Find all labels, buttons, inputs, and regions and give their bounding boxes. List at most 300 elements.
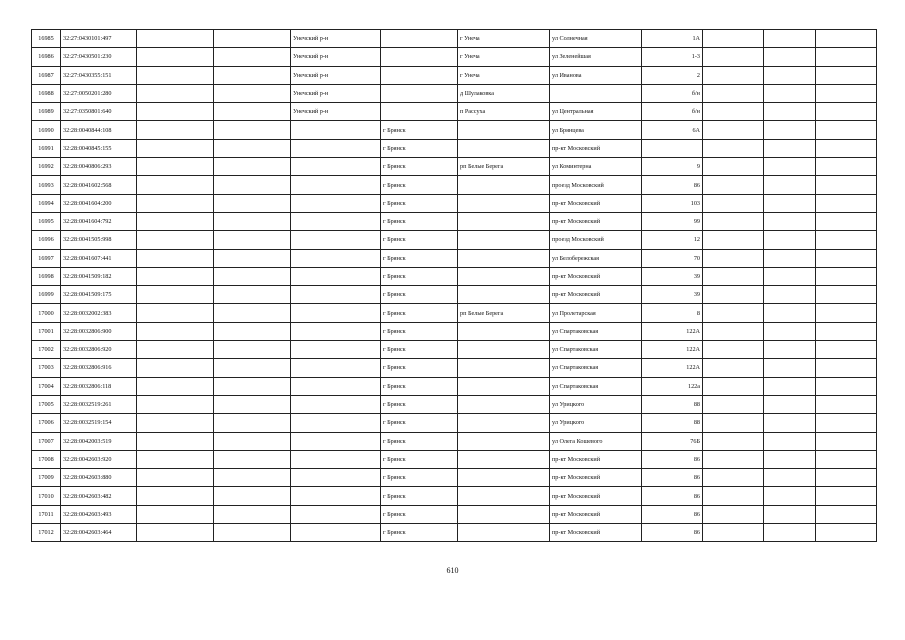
locality-cell — [458, 121, 550, 139]
district-cell — [291, 304, 381, 322]
empty-cell — [137, 48, 214, 66]
house-number-cell: 6А — [642, 121, 703, 139]
empty-cell — [764, 450, 816, 468]
row-number-cell: 17011 — [32, 505, 61, 523]
locality-cell — [458, 432, 550, 450]
empty-cell — [137, 432, 214, 450]
city-cell: г Брянск — [381, 469, 458, 487]
table-row — [32, 30, 877, 48]
house-number-cell: 122А — [642, 359, 703, 377]
row-number-cell: 16992 — [32, 158, 61, 176]
locality-cell — [458, 469, 550, 487]
empty-cell — [137, 139, 214, 157]
table-row — [32, 395, 877, 413]
street-cell: ул Пролетарская — [550, 304, 642, 322]
empty-cell — [214, 359, 291, 377]
empty-cell — [214, 487, 291, 505]
empty-cell — [137, 359, 214, 377]
street-cell: пр-кт Московский — [550, 139, 642, 157]
cadastral-number-cell: 32:28:0041602:568 — [61, 176, 137, 194]
street-cell: пр-кт Московский — [550, 450, 642, 468]
locality-cell — [458, 286, 550, 304]
empty-cell — [816, 212, 877, 230]
locality-cell — [458, 231, 550, 249]
empty-cell — [214, 30, 291, 48]
cadastral-number-cell: 32:28:0042603:920 — [61, 450, 137, 468]
empty-cell — [137, 84, 214, 102]
empty-cell — [816, 524, 877, 542]
empty-cell — [703, 322, 764, 340]
empty-cell — [816, 505, 877, 523]
empty-cell — [764, 322, 816, 340]
house-number-cell: 1-3 — [642, 48, 703, 66]
row-number-cell: 16987 — [32, 66, 61, 84]
district-cell — [291, 176, 381, 194]
empty-cell — [214, 231, 291, 249]
locality-cell — [458, 377, 550, 395]
empty-cell — [764, 469, 816, 487]
district-cell: Унечский р-н — [291, 103, 381, 121]
house-number-cell — [642, 139, 703, 157]
house-number-cell: 86 — [642, 469, 703, 487]
table-row — [32, 341, 877, 359]
empty-cell — [214, 194, 291, 212]
city-cell: г Брянск — [381, 267, 458, 285]
city-cell: г Брянск — [381, 505, 458, 523]
empty-cell — [764, 341, 816, 359]
district-cell — [291, 231, 381, 249]
cadastral-number-cell: 32:27:0050201:280 — [61, 84, 137, 102]
street-cell: пр-кт Московский — [550, 524, 642, 542]
empty-cell — [703, 487, 764, 505]
district-cell — [291, 524, 381, 542]
row-number-cell: 17012 — [32, 524, 61, 542]
street-cell: ул Спартаковская — [550, 359, 642, 377]
row-number-cell: 16991 — [32, 139, 61, 157]
empty-cell — [816, 267, 877, 285]
empty-cell — [816, 66, 877, 84]
empty-cell — [816, 249, 877, 267]
district-cell: Унечский р-н — [291, 84, 381, 102]
house-number-cell: 70 — [642, 249, 703, 267]
row-number-cell: 16990 — [32, 121, 61, 139]
city-cell — [381, 30, 458, 48]
empty-cell — [703, 212, 764, 230]
empty-cell — [137, 469, 214, 487]
cadastral-number-cell: 32:28:0041509:182 — [61, 267, 137, 285]
street-cell: ул Спартаковская — [550, 322, 642, 340]
empty-cell — [137, 121, 214, 139]
city-cell: г Брянск — [381, 158, 458, 176]
locality-cell — [458, 505, 550, 523]
table-row — [32, 103, 877, 121]
city-cell: г Брянск — [381, 450, 458, 468]
city-cell: г Брянск — [381, 395, 458, 413]
district-cell — [291, 414, 381, 432]
empty-cell — [816, 121, 877, 139]
cadastral-number-cell: 32:28:0040844:108 — [61, 121, 137, 139]
district-cell — [291, 121, 381, 139]
locality-cell — [458, 322, 550, 340]
table-row — [32, 414, 877, 432]
city-cell: г Брянск — [381, 524, 458, 542]
empty-cell — [214, 84, 291, 102]
table-row — [32, 48, 877, 66]
empty-cell — [816, 450, 877, 468]
empty-cell — [214, 158, 291, 176]
empty-cell — [214, 48, 291, 66]
empty-cell — [137, 176, 214, 194]
street-cell: пр-кт Московский — [550, 267, 642, 285]
locality-cell — [458, 414, 550, 432]
cadastral-number-cell: 32:28:0032002:383 — [61, 304, 137, 322]
street-cell: ул Коминтерна — [550, 158, 642, 176]
street-cell: ул Урицкого — [550, 414, 642, 432]
city-cell: г Брянск — [381, 121, 458, 139]
empty-cell — [703, 377, 764, 395]
table-row — [32, 194, 877, 212]
house-number-cell: 8 — [642, 304, 703, 322]
district-cell — [291, 286, 381, 304]
empty-cell — [137, 304, 214, 322]
city-cell: г Брянск — [381, 414, 458, 432]
locality-cell — [458, 524, 550, 542]
row-number-cell: 17007 — [32, 432, 61, 450]
empty-cell — [764, 249, 816, 267]
empty-cell — [816, 48, 877, 66]
empty-cell — [764, 377, 816, 395]
house-number-cell: 86 — [642, 524, 703, 542]
empty-cell — [137, 377, 214, 395]
row-number-cell: 17004 — [32, 377, 61, 395]
locality-cell: г Унеча — [458, 48, 550, 66]
empty-cell — [703, 505, 764, 523]
table-row — [32, 66, 877, 84]
table-row — [32, 139, 877, 157]
house-number-cell: 12 — [642, 231, 703, 249]
district-cell — [291, 267, 381, 285]
empty-cell — [816, 231, 877, 249]
empty-cell — [137, 487, 214, 505]
street-cell: ул Иванова — [550, 66, 642, 84]
empty-cell — [214, 103, 291, 121]
cadastral-number-cell: 32:27:0430355:151 — [61, 66, 137, 84]
house-number-cell: 86 — [642, 176, 703, 194]
locality-cell: г Унеча — [458, 66, 550, 84]
house-number-cell: 86 — [642, 450, 703, 468]
empty-cell — [214, 341, 291, 359]
cadastral-number-cell: 32:28:0041604:792 — [61, 212, 137, 230]
city-cell: г Брянск — [381, 487, 458, 505]
page-number: 610 — [446, 566, 459, 575]
district-cell — [291, 487, 381, 505]
empty-cell — [703, 176, 764, 194]
empty-cell — [764, 286, 816, 304]
street-cell: ул Урицкого — [550, 395, 642, 413]
empty-cell — [214, 304, 291, 322]
empty-cell — [214, 505, 291, 523]
house-number-cell: 88 — [642, 414, 703, 432]
house-number-cell: 39 — [642, 267, 703, 285]
cadastral-number-cell: 32:28:0040845:155 — [61, 139, 137, 157]
empty-cell — [764, 304, 816, 322]
table-row — [32, 249, 877, 267]
city-cell: г Брянск — [381, 322, 458, 340]
locality-cell: д Шулаковка — [458, 84, 550, 102]
street-cell: пр-кт Московский — [550, 286, 642, 304]
empty-cell — [703, 432, 764, 450]
row-number-cell: 16986 — [32, 48, 61, 66]
empty-cell — [703, 121, 764, 139]
city-cell: г Брянск — [381, 286, 458, 304]
city-cell: г Брянск — [381, 432, 458, 450]
empty-cell — [816, 103, 877, 121]
street-cell: пр-кт Московский — [550, 505, 642, 523]
district-cell — [291, 395, 381, 413]
row-number-cell: 16988 — [32, 84, 61, 102]
city-cell — [381, 103, 458, 121]
empty-cell — [764, 84, 816, 102]
empty-cell — [703, 48, 764, 66]
property-registry-table — [31, 29, 877, 542]
cadastral-number-cell: 32:28:0032806:900 — [61, 322, 137, 340]
house-number-cell: 122А — [642, 341, 703, 359]
house-number-cell: 122а — [642, 377, 703, 395]
district-cell — [291, 322, 381, 340]
empty-cell — [137, 194, 214, 212]
city-cell: г Брянск — [381, 359, 458, 377]
row-number-cell: 17002 — [32, 341, 61, 359]
empty-cell — [816, 322, 877, 340]
table-row — [32, 121, 877, 139]
street-cell: пр-кт Московский — [550, 212, 642, 230]
empty-cell — [703, 158, 764, 176]
city-cell: г Брянск — [381, 176, 458, 194]
table-row — [32, 450, 877, 468]
empty-cell — [214, 469, 291, 487]
row-number-cell: 17003 — [32, 359, 61, 377]
table-row — [32, 304, 877, 322]
city-cell: г Брянск — [381, 377, 458, 395]
cadastral-number-cell: 32:28:0041607:441 — [61, 249, 137, 267]
empty-cell — [764, 48, 816, 66]
empty-cell — [703, 341, 764, 359]
house-number-cell: 39 — [642, 286, 703, 304]
empty-cell — [816, 286, 877, 304]
empty-cell — [816, 30, 877, 48]
cadastral-number-cell: 32:28:0032806:916 — [61, 359, 137, 377]
locality-cell — [458, 267, 550, 285]
row-number-cell: 17010 — [32, 487, 61, 505]
city-cell: г Брянск — [381, 139, 458, 157]
table-row — [32, 212, 877, 230]
empty-cell — [137, 505, 214, 523]
locality-cell — [458, 359, 550, 377]
empty-cell — [214, 395, 291, 413]
empty-cell — [703, 267, 764, 285]
empty-cell — [764, 231, 816, 249]
row-number-cell: 17009 — [32, 469, 61, 487]
district-cell — [291, 359, 381, 377]
table-row — [32, 359, 877, 377]
cadastral-number-cell: 32:27:0430501:230 — [61, 48, 137, 66]
table-row — [32, 231, 877, 249]
table-row — [32, 286, 877, 304]
house-number-cell: 86 — [642, 505, 703, 523]
empty-cell — [764, 30, 816, 48]
table-row — [32, 322, 877, 340]
table-row — [32, 524, 877, 542]
empty-cell — [214, 139, 291, 157]
empty-cell — [816, 194, 877, 212]
empty-cell — [816, 395, 877, 413]
district-cell — [291, 469, 381, 487]
house-number-cell: 86 — [642, 487, 703, 505]
empty-cell — [764, 194, 816, 212]
empty-cell — [137, 450, 214, 468]
empty-cell — [764, 267, 816, 285]
cadastral-number-cell: 32:28:0042003:519 — [61, 432, 137, 450]
row-number-cell: 17008 — [32, 450, 61, 468]
empty-cell — [764, 139, 816, 157]
empty-cell — [703, 103, 764, 121]
district-cell: Унечский р-н — [291, 66, 381, 84]
district-cell — [291, 139, 381, 157]
street-cell: ул Брянцева — [550, 121, 642, 139]
empty-cell — [137, 267, 214, 285]
empty-cell — [137, 414, 214, 432]
empty-cell — [214, 121, 291, 139]
registry-body — [32, 30, 877, 542]
row-number-cell: 16996 — [32, 231, 61, 249]
locality-cell — [458, 212, 550, 230]
empty-cell — [137, 103, 214, 121]
empty-cell — [816, 377, 877, 395]
empty-cell — [703, 524, 764, 542]
city-cell — [381, 84, 458, 102]
empty-cell — [214, 414, 291, 432]
row-number-cell: 16985 — [32, 30, 61, 48]
city-cell: г Брянск — [381, 194, 458, 212]
district-cell — [291, 194, 381, 212]
empty-cell — [137, 395, 214, 413]
empty-cell — [703, 414, 764, 432]
empty-cell — [703, 450, 764, 468]
house-number-cell: 103 — [642, 194, 703, 212]
cadastral-number-cell: 32:28:0040806:293 — [61, 158, 137, 176]
row-number-cell: 17001 — [32, 322, 61, 340]
empty-cell — [764, 487, 816, 505]
empty-cell — [703, 249, 764, 267]
empty-cell — [703, 304, 764, 322]
row-number-cell: 16995 — [32, 212, 61, 230]
empty-cell — [137, 231, 214, 249]
street-cell: пр-кт Московский — [550, 487, 642, 505]
locality-cell — [458, 176, 550, 194]
house-number-cell: 9 — [642, 158, 703, 176]
locality-cell — [458, 194, 550, 212]
empty-cell — [764, 414, 816, 432]
empty-cell — [137, 212, 214, 230]
empty-cell — [703, 469, 764, 487]
empty-cell — [764, 103, 816, 121]
empty-cell — [137, 341, 214, 359]
city-cell: г Брянск — [381, 231, 458, 249]
street-cell — [550, 84, 642, 102]
row-number-cell: 17000 — [32, 304, 61, 322]
cadastral-number-cell: 32:28:0041604:200 — [61, 194, 137, 212]
row-number-cell: 17005 — [32, 395, 61, 413]
district-cell — [291, 450, 381, 468]
empty-cell — [703, 286, 764, 304]
row-number-cell: 16994 — [32, 194, 61, 212]
locality-cell — [458, 139, 550, 157]
empty-cell — [703, 359, 764, 377]
empty-cell — [816, 176, 877, 194]
house-number-cell: б/н — [642, 84, 703, 102]
locality-cell — [458, 487, 550, 505]
city-cell — [381, 66, 458, 84]
empty-cell — [703, 84, 764, 102]
empty-cell — [214, 377, 291, 395]
empty-cell — [816, 84, 877, 102]
cadastral-number-cell: 32:28:0041509:175 — [61, 286, 137, 304]
table-row — [32, 469, 877, 487]
empty-cell — [816, 304, 877, 322]
house-number-cell: 122А — [642, 322, 703, 340]
table-row — [32, 176, 877, 194]
district-cell — [291, 341, 381, 359]
street-cell: ул Солнечная — [550, 30, 642, 48]
empty-cell — [137, 66, 214, 84]
district-cell: Унечский р-н — [291, 48, 381, 66]
empty-cell — [703, 395, 764, 413]
street-cell: ул Белобережская — [550, 249, 642, 267]
district-cell: Унечский р-н — [291, 30, 381, 48]
locality-cell — [458, 341, 550, 359]
street-cell: ул Спартаковская — [550, 377, 642, 395]
empty-cell — [764, 158, 816, 176]
empty-cell — [214, 249, 291, 267]
empty-cell — [214, 212, 291, 230]
empty-cell — [214, 286, 291, 304]
row-number-cell: 16997 — [32, 249, 61, 267]
cadastral-number-cell: 32:28:0032519:261 — [61, 395, 137, 413]
street-cell: ул Спартаковская — [550, 341, 642, 359]
empty-cell — [816, 469, 877, 487]
cadastral-number-cell: 32:27:0430101:497 — [61, 30, 137, 48]
empty-cell — [214, 267, 291, 285]
empty-cell — [764, 524, 816, 542]
empty-cell — [703, 231, 764, 249]
cadastral-number-cell: 32:28:0042603:482 — [61, 487, 137, 505]
empty-cell — [137, 524, 214, 542]
empty-cell — [137, 158, 214, 176]
row-number-cell: 16993 — [32, 176, 61, 194]
cadastral-number-cell: 32:28:0032806:118 — [61, 377, 137, 395]
district-cell — [291, 432, 381, 450]
locality-cell: рп Белые Берега — [458, 304, 550, 322]
locality-cell — [458, 249, 550, 267]
empty-cell — [214, 524, 291, 542]
house-number-cell: б/н — [642, 103, 703, 121]
street-cell: пр-кт Московский — [550, 194, 642, 212]
cadastral-number-cell: 32:28:0032806:920 — [61, 341, 137, 359]
row-number-cell: 16989 — [32, 103, 61, 121]
empty-cell — [816, 139, 877, 157]
street-cell: ул Центральная — [550, 103, 642, 121]
empty-cell — [214, 322, 291, 340]
